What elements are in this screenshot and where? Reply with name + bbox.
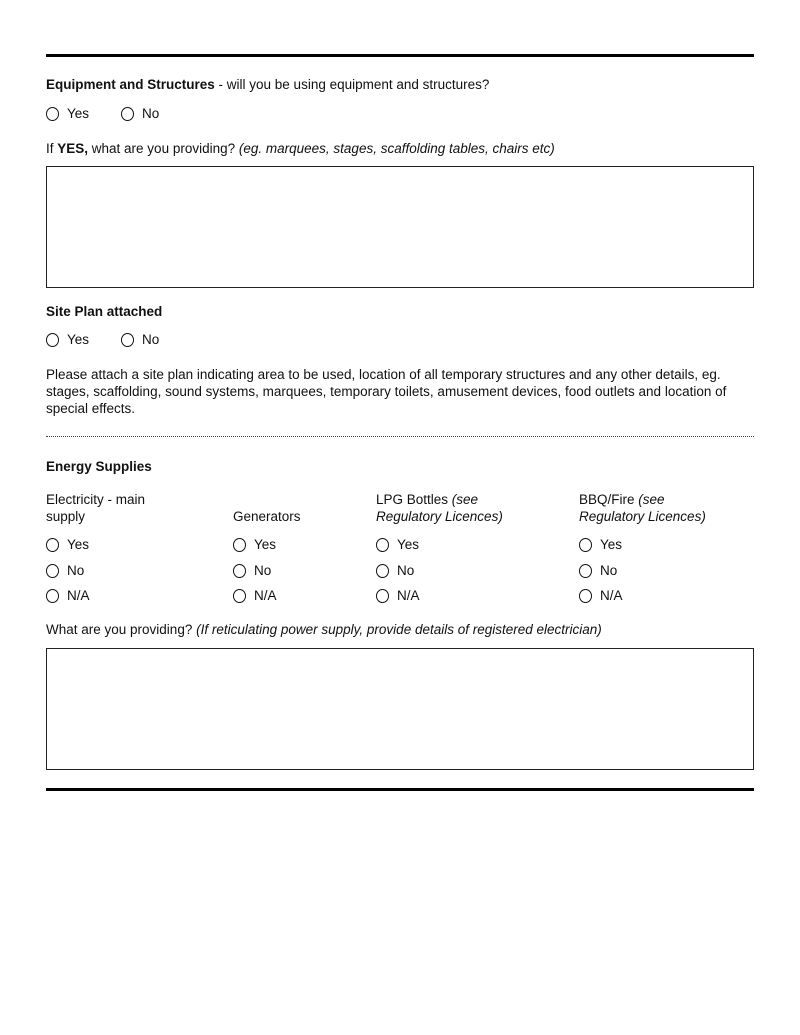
dotted-divider (46, 436, 754, 437)
bbq-label: BBQ/Fire (see Regulatory Licences) (579, 492, 706, 524)
top-divider (46, 54, 754, 57)
radio-button[interactable] (46, 107, 59, 121)
lpg-label: LPG Bottles (see Regulatory Licences) (376, 492, 503, 524)
bbq-na-option[interactable]: N/A (579, 588, 623, 603)
radio-button[interactable] (121, 107, 134, 121)
bottom-divider (46, 788, 754, 791)
electricity-yes-option[interactable]: Yes (46, 537, 89, 552)
lpg-no-option[interactable]: No (376, 563, 414, 578)
radio-button[interactable] (233, 564, 246, 578)
radio-button[interactable] (121, 333, 134, 347)
radio-button[interactable] (376, 538, 389, 552)
radio-button[interactable] (579, 564, 592, 578)
radio-button[interactable] (579, 538, 592, 552)
site-plan-radio-group (46, 332, 159, 347)
equipment-no-option[interactable]: No (121, 106, 159, 121)
radio-button[interactable] (376, 589, 389, 603)
energy-providing-label: What are you providing? (If reticulating power supply, provide details of registered electrician) (46, 622, 602, 637)
site-plan-no-option[interactable]: No (121, 332, 159, 347)
equipment-heading: Equipment and Structures (46, 77, 215, 92)
site-plan-heading: Site Plan attached (46, 304, 163, 319)
equipment-followup-label: If YES, what are you providing? (eg. marquees, stages, scaffolding tables, chairs etc) (46, 141, 555, 156)
radio-button[interactable] (579, 589, 592, 603)
lpg-yes-option[interactable]: Yes (376, 537, 419, 552)
radio-button[interactable] (46, 333, 59, 347)
radio-button[interactable] (376, 564, 389, 578)
radio-button[interactable] (233, 538, 246, 552)
bbq-no-option[interactable]: No (579, 563, 617, 578)
energy-heading: Energy Supplies (46, 459, 152, 474)
radio-button[interactable] (46, 538, 59, 552)
radio-button[interactable] (46, 564, 59, 578)
generators-yes-option[interactable]: Yes (233, 537, 276, 552)
radio-button[interactable] (46, 589, 59, 603)
radio-button[interactable] (233, 589, 246, 603)
site-plan-yes-option[interactable]: Yes (46, 332, 121, 347)
equipment-question: Equipment and Structures - will you be using equipment and structures? (46, 77, 490, 92)
equipment-yes-option[interactable]: Yes (46, 106, 121, 121)
generators-no-option[interactable]: No (233, 563, 271, 578)
equipment-details-textarea[interactable] (46, 166, 754, 288)
generators-label: Generators (233, 509, 301, 524)
electricity-no-option[interactable]: No (46, 563, 84, 578)
electricity-label: Electricity - main supply (46, 492, 146, 524)
site-plan-note: Please attach a site plan indicating area to be used, location of all temporary structures and any other details, eg. stages, scaffolding, sound systems, marquees, temporary toilets, amusement devices, food outlets and location of special effects. (46, 367, 727, 416)
lpg-na-option[interactable]: N/A (376, 588, 420, 603)
equipment-radio-group (46, 106, 159, 121)
energy-details-textarea[interactable] (46, 648, 754, 770)
generators-na-option[interactable]: N/A (233, 588, 277, 603)
electricity-na-option[interactable]: N/A (46, 588, 90, 603)
bbq-yes-option[interactable]: Yes (579, 537, 622, 552)
